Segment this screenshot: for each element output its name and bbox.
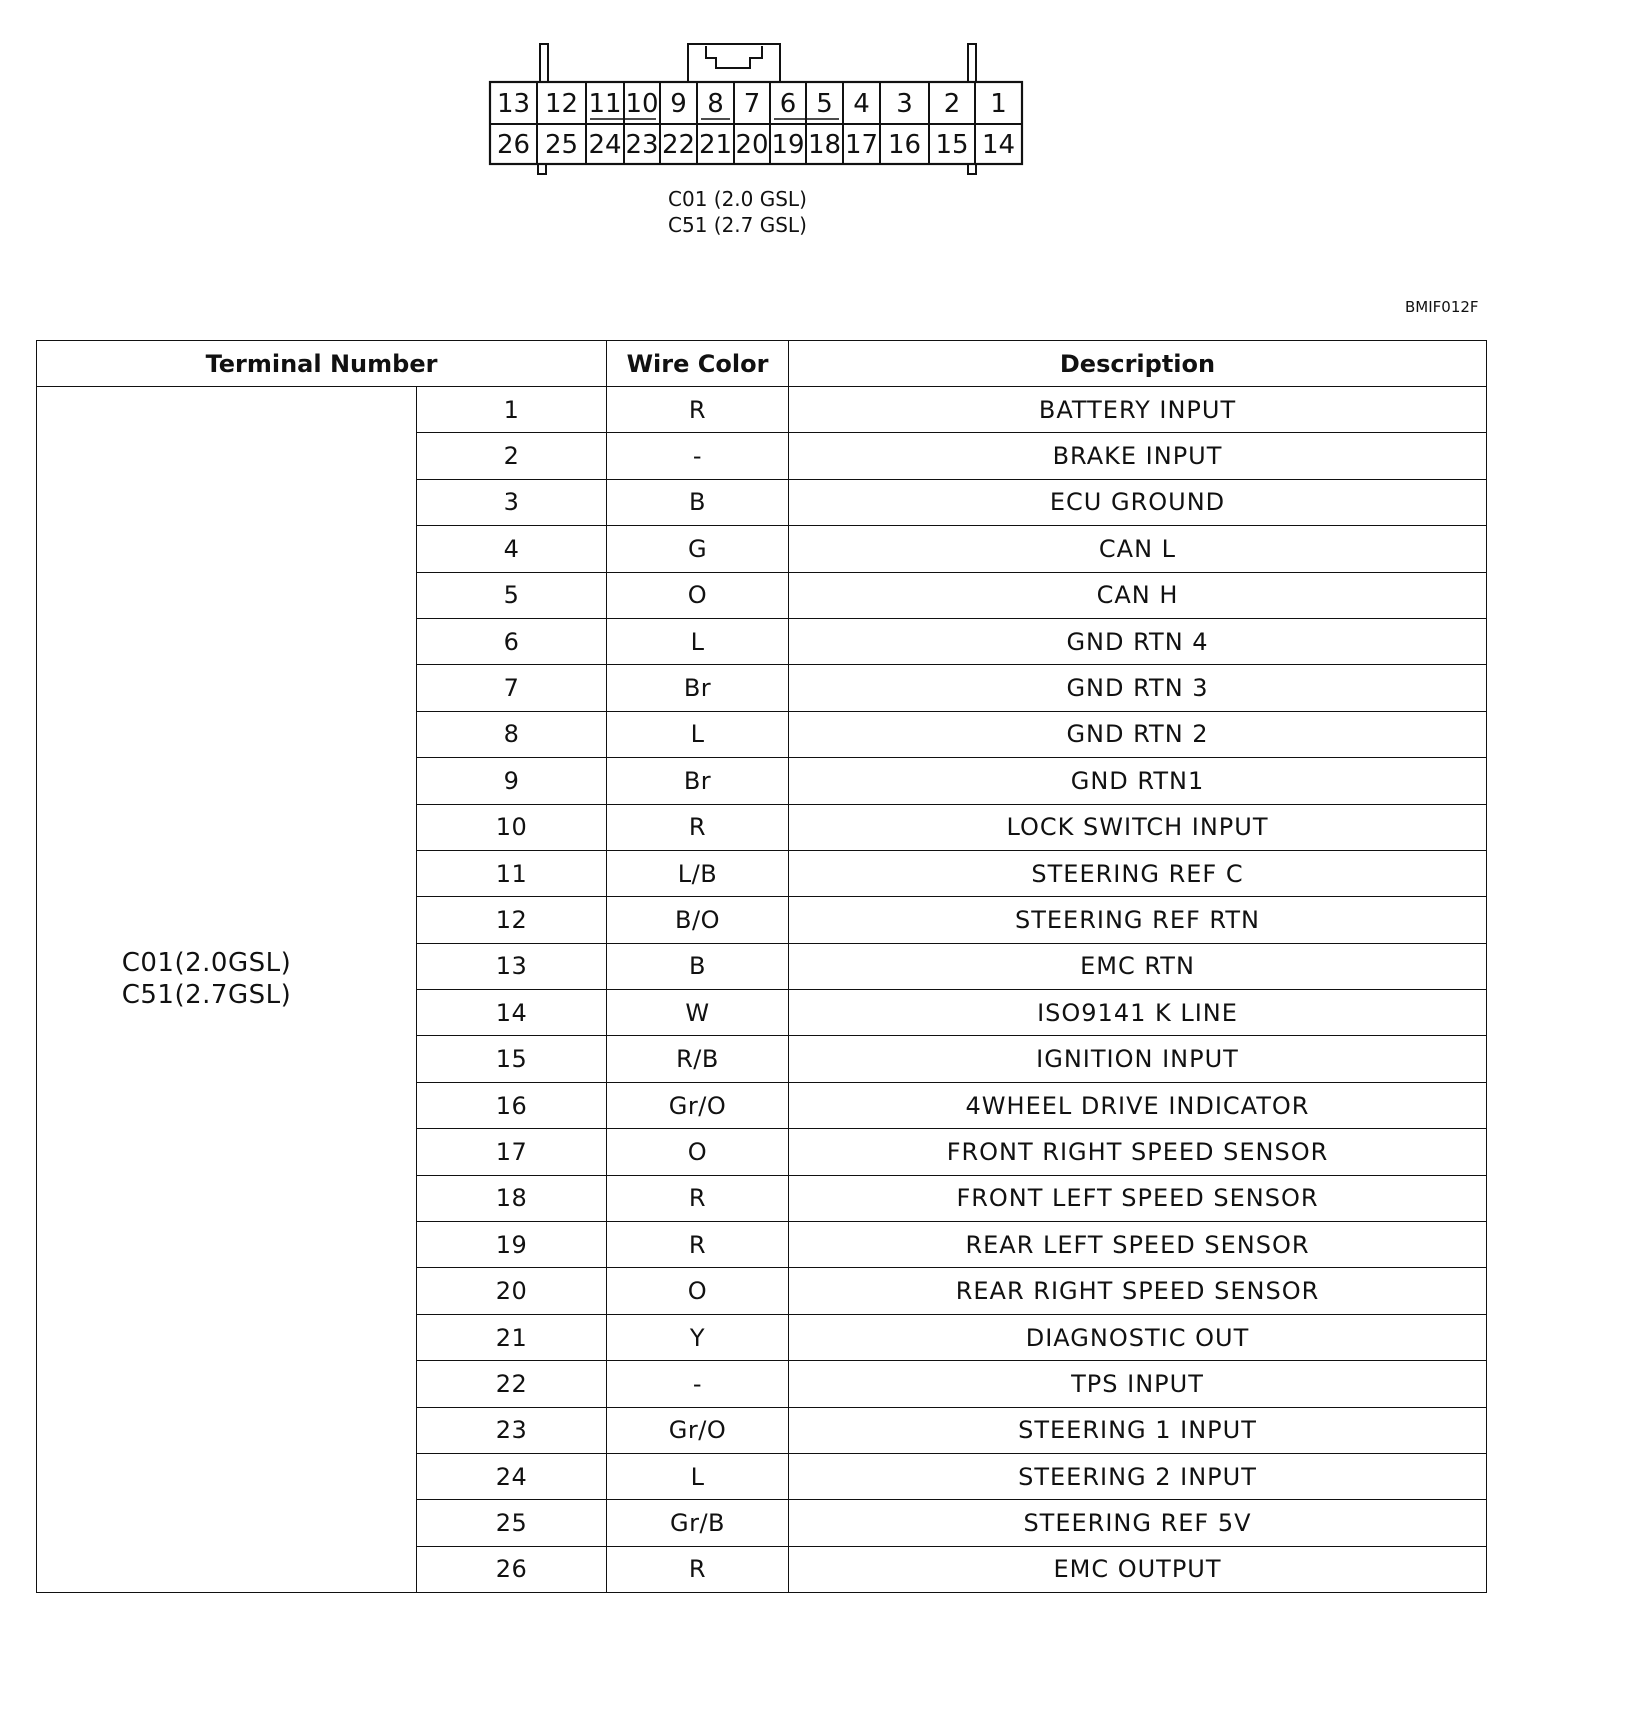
terminal-number-cell: 10 bbox=[417, 804, 607, 850]
terminal-number-cell: 15 bbox=[417, 1036, 607, 1082]
pin-label-16: 16 bbox=[887, 130, 922, 160]
description-cell: STEERING 1 INPUT bbox=[789, 1407, 1487, 1453]
pin-label-10: 10 bbox=[625, 89, 659, 119]
terminal-number-cell: 21 bbox=[417, 1314, 607, 1360]
terminal-number-cell: 17 bbox=[417, 1129, 607, 1175]
pin-label-26: 26 bbox=[496, 130, 531, 160]
pin-label-15: 15 bbox=[935, 130, 969, 160]
terminal-number-cell: 26 bbox=[417, 1546, 607, 1592]
terminal-number-cell: 25 bbox=[417, 1500, 607, 1546]
pin-label-2: 2 bbox=[943, 89, 961, 119]
pin-label-6: 6 bbox=[779, 89, 797, 119]
wire-color-cell: Gr/B bbox=[607, 1500, 789, 1546]
description-cell: TPS INPUT bbox=[789, 1361, 1487, 1407]
terminal-number-cell: 22 bbox=[417, 1361, 607, 1407]
wire-color-cell: R bbox=[607, 387, 789, 433]
header-terminal-number: Terminal Number bbox=[37, 341, 607, 387]
wire-color-cell: - bbox=[607, 1361, 789, 1407]
terminal-number-cell: 24 bbox=[417, 1453, 607, 1499]
right-latch-foot bbox=[968, 164, 976, 174]
terminal-number-cell: 16 bbox=[417, 1082, 607, 1128]
description-cell: GND RTN 2 bbox=[789, 711, 1487, 757]
connector-group-label bbox=[37, 387, 417, 1593]
table-header-row bbox=[37, 341, 1487, 387]
terminal-number-cell: 4 bbox=[417, 526, 607, 572]
figure-code: BMIF012F bbox=[1405, 298, 1479, 316]
description-cell: CAN H bbox=[789, 572, 1487, 618]
description-cell: STEERING 2 INPUT bbox=[789, 1453, 1487, 1499]
pin-label-24: 24 bbox=[588, 130, 622, 160]
pin-label-3: 3 bbox=[896, 89, 913, 119]
table-body bbox=[37, 387, 1487, 1593]
group-label-line-2: C51(2.7GSL) bbox=[121, 980, 292, 1010]
wire-color-cell: L/B bbox=[607, 850, 789, 896]
terminal-number-cell: 9 bbox=[417, 758, 607, 804]
wire-color-cell: W bbox=[607, 990, 789, 1036]
description-cell: FRONT RIGHT SPEED SENSOR bbox=[789, 1129, 1487, 1175]
description-cell: 4WHEEL DRIVE INDICATOR bbox=[789, 1082, 1487, 1128]
wire-color-cell: R bbox=[607, 804, 789, 850]
description-cell: GND RTN 4 bbox=[789, 618, 1487, 664]
wire-color-cell: B bbox=[607, 479, 789, 525]
description-cell: LOCK SWITCH INPUT bbox=[789, 804, 1487, 850]
pin-label-9: 9 bbox=[670, 89, 687, 119]
caption-line-2: C51 (2.7 GSL) bbox=[668, 213, 807, 237]
description-cell: BRAKE INPUT bbox=[789, 433, 1487, 479]
pin-label-22: 22 bbox=[661, 130, 696, 160]
pin-label-21: 21 bbox=[698, 130, 733, 160]
pin-label-11: 11 bbox=[588, 89, 622, 119]
terminal-number-cell: 19 bbox=[417, 1222, 607, 1268]
pin-label-20: 20 bbox=[735, 130, 769, 160]
group-label-line-1: C01(2.0GSL) bbox=[121, 948, 292, 978]
connector-caption bbox=[668, 186, 828, 238]
terminal-number-cell: 5 bbox=[417, 572, 607, 618]
pin-label-13: 13 bbox=[496, 89, 531, 119]
wire-color-cell: O bbox=[607, 572, 789, 618]
terminal-table bbox=[36, 340, 1487, 1593]
description-cell: REAR LEFT SPEED SENSOR bbox=[789, 1222, 1487, 1268]
wire-color-cell: R bbox=[607, 1546, 789, 1592]
pin-label-8: 8 bbox=[707, 89, 724, 119]
pin-label-17: 17 bbox=[844, 130, 879, 160]
description-cell: STEERING REF C bbox=[789, 850, 1487, 896]
table-row bbox=[37, 387, 1487, 433]
description-cell: EMC OUTPUT bbox=[789, 1546, 1487, 1592]
pin-label-25: 25 bbox=[544, 130, 579, 160]
pin-label-23: 23 bbox=[625, 130, 659, 160]
wire-color-cell: Gr/O bbox=[607, 1082, 789, 1128]
wire-color-cell: L bbox=[607, 711, 789, 757]
terminal-number-cell: 3 bbox=[417, 479, 607, 525]
wire-color-cell: Gr/O bbox=[607, 1407, 789, 1453]
wire-color-cell: R/B bbox=[607, 1036, 789, 1082]
pin-label-7: 7 bbox=[743, 89, 761, 119]
pin-label-4: 4 bbox=[853, 89, 870, 119]
pin-label-14: 14 bbox=[981, 130, 1016, 160]
terminal-number-cell: 6 bbox=[417, 618, 607, 664]
pin-label-1: 1 bbox=[990, 89, 1007, 119]
terminal-number-cell: 11 bbox=[417, 850, 607, 896]
description-cell: ECU GROUND bbox=[789, 479, 1487, 525]
wire-color-cell: R bbox=[607, 1222, 789, 1268]
terminal-number-cell: 2 bbox=[417, 433, 607, 479]
description-cell: EMC RTN bbox=[789, 943, 1487, 989]
description-cell: CAN L bbox=[789, 526, 1487, 572]
center-key bbox=[688, 44, 780, 82]
wire-color-cell: Y bbox=[607, 1314, 789, 1360]
pin-label-12: 12 bbox=[544, 89, 579, 119]
terminal-number-cell: 8 bbox=[417, 711, 607, 757]
description-cell: GND RTN1 bbox=[789, 758, 1487, 804]
wire-color-cell: - bbox=[607, 433, 789, 479]
terminal-number-cell: 13 bbox=[417, 943, 607, 989]
wire-color-cell: L bbox=[607, 618, 789, 664]
header-wire-color: Wire Color bbox=[607, 341, 789, 387]
wire-color-cell: O bbox=[607, 1129, 789, 1175]
center-key-notch bbox=[706, 46, 762, 68]
description-cell: BATTERY INPUT bbox=[789, 387, 1487, 433]
description-cell: STEERING REF RTN bbox=[789, 897, 1487, 943]
wire-color-cell: L bbox=[607, 1453, 789, 1499]
terminal-number-cell: 7 bbox=[417, 665, 607, 711]
description-cell: GND RTN 3 bbox=[789, 665, 1487, 711]
wire-color-cell: Br bbox=[607, 665, 789, 711]
wire-color-cell: O bbox=[607, 1268, 789, 1314]
pin-label-19: 19 bbox=[771, 130, 805, 160]
header-description: Description bbox=[789, 341, 1487, 387]
right-latch-post bbox=[968, 44, 976, 82]
wire-color-cell: R bbox=[607, 1175, 789, 1221]
terminal-number-cell: 23 bbox=[417, 1407, 607, 1453]
wire-color-cell: G bbox=[607, 526, 789, 572]
description-cell: IGNITION INPUT bbox=[789, 1036, 1487, 1082]
description-cell: FRONT LEFT SPEED SENSOR bbox=[789, 1175, 1487, 1221]
left-latch-foot bbox=[538, 164, 546, 174]
terminal-number-cell: 14 bbox=[417, 990, 607, 1036]
description-cell: DIAGNOSTIC OUT bbox=[789, 1314, 1487, 1360]
terminal-number-cell: 18 bbox=[417, 1175, 607, 1221]
pin-label-5: 5 bbox=[816, 89, 833, 119]
description-cell: STEERING REF 5V bbox=[789, 1500, 1487, 1546]
description-cell: REAR RIGHT SPEED SENSOR bbox=[789, 1268, 1487, 1314]
pin-label-18: 18 bbox=[807, 130, 842, 160]
description-cell: ISO9141 K LINE bbox=[789, 990, 1487, 1036]
left-latch-post bbox=[540, 44, 548, 82]
caption-line-1: C01 (2.0 GSL) bbox=[668, 187, 807, 211]
wire-color-cell: B bbox=[607, 943, 789, 989]
wire-color-cell: B/O bbox=[607, 897, 789, 943]
terminal-number-cell: 12 bbox=[417, 897, 607, 943]
connector-diagram bbox=[0, 0, 1632, 270]
wire-color-cell: Br bbox=[607, 758, 789, 804]
terminal-number-cell: 1 bbox=[417, 387, 607, 433]
terminal-number-cell: 20 bbox=[417, 1268, 607, 1314]
